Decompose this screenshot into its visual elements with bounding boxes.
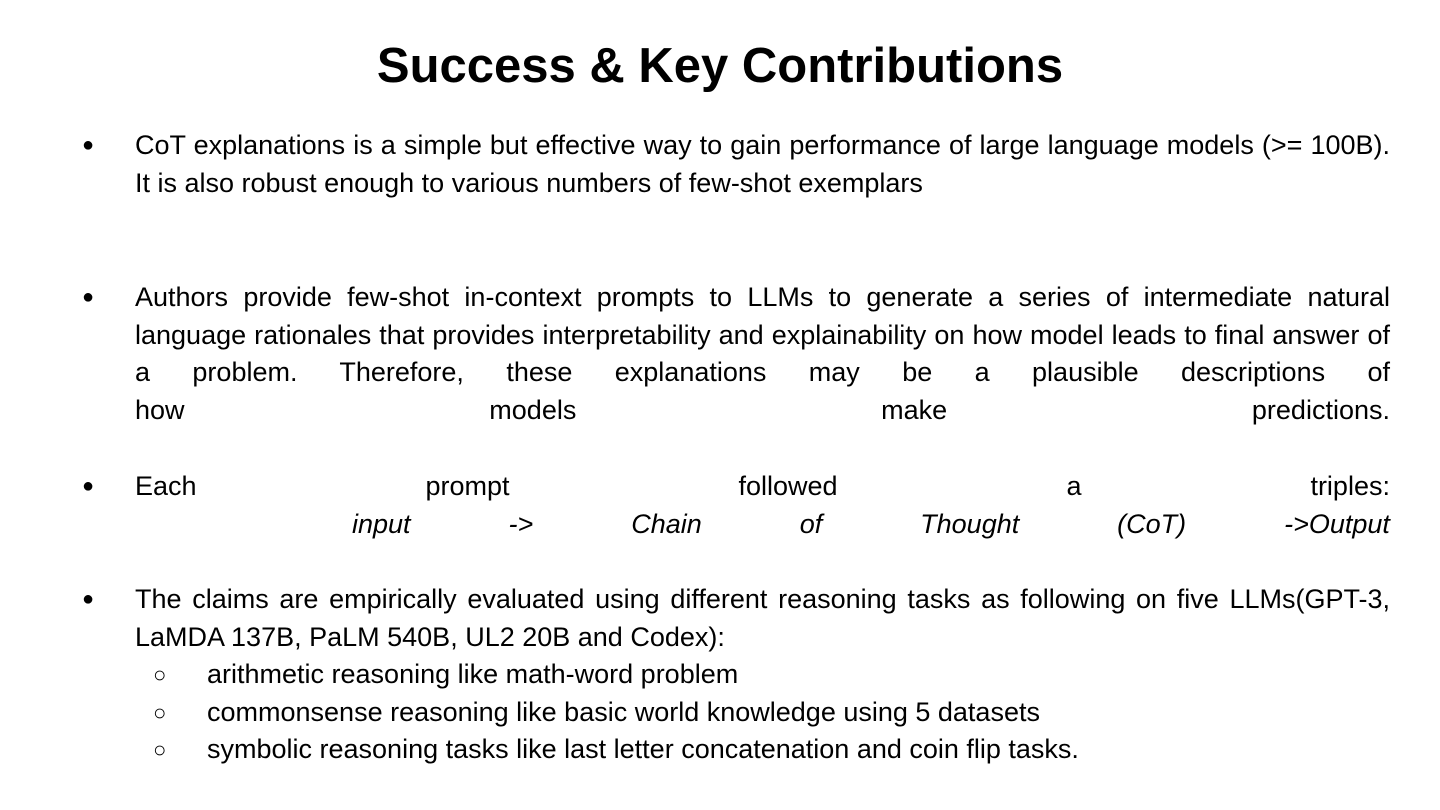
bullet-dot: ●: [82, 134, 95, 156]
slide-title: Success & Key Contributions: [376, 39, 1064, 93]
bullet-4: [82, 581, 1390, 656]
bullet-2-text: Authors provide few-shot in-context prompts to LLMs to generate a series of intermediate natural language rationales that provides interpretability and explainability on how model leads to final answer of a problem. Therefore, these explanations may be a plausible descriptions of: [135, 282, 1390, 387]
word: followed: [738, 471, 838, 501]
word: ->Output: [1284, 508, 1390, 539]
word: ->: [508, 508, 534, 539]
word: triples:: [1310, 471, 1390, 501]
word: predictions.: [1251, 394, 1390, 425]
sub-item-text: symbolic reasoning tasks like last letter concatenation and coin flip tasks.: [207, 734, 1079, 764]
bullet-dot: ●: [82, 475, 95, 497]
word: how: [135, 394, 185, 425]
word: make: [881, 394, 948, 425]
sub-list: [153, 656, 1353, 769]
sub-item-text: arithmetic reasoning like math-word problem: [207, 659, 739, 689]
word: input: [352, 508, 411, 539]
sub-bullet-circle: ○: [153, 699, 167, 725]
word: (CoT): [1117, 508, 1187, 539]
sub-list-item: [153, 656, 1353, 694]
bullet-3-line-1: [135, 468, 1390, 506]
bullet-3-line-2: [352, 506, 1390, 544]
bullet-2: [82, 279, 1390, 429]
bullet-1-text: CoT explanations is a simple but effective way to gain performance of large language models (>= 100B). It is also robust enough to various numbers of few-shot exemplars: [135, 130, 1390, 198]
sub-item-text: commonsense reasoning like basic world knowledge using 5 datasets: [207, 696, 1040, 727]
word: Each: [135, 471, 197, 501]
sub-list-item: [153, 694, 1353, 732]
sub-bullet-circle: ○: [153, 662, 167, 687]
bullet-2-last-line: [135, 392, 1390, 430]
sub-bullet-circle: ○: [153, 737, 167, 762]
bullet-3: [82, 468, 1390, 543]
bullet-1: [82, 127, 1390, 202]
word: Thought: [920, 508, 1020, 539]
sub-list-item: [153, 731, 1353, 769]
bullet-dot: ●: [82, 286, 95, 308]
word: of: [799, 508, 823, 539]
word: a: [1066, 471, 1082, 501]
word: Chain: [631, 508, 702, 539]
word: models: [489, 394, 577, 425]
bullet-4-text: The claims are empirically evaluated using different reasoning tasks as following on five LLMs(GPT-3, LaMDA 137B, PaLM 540B, UL2 20B and Codex):: [135, 584, 1390, 652]
word: prompt: [425, 471, 510, 501]
bullet-dot: ●: [82, 588, 95, 610]
